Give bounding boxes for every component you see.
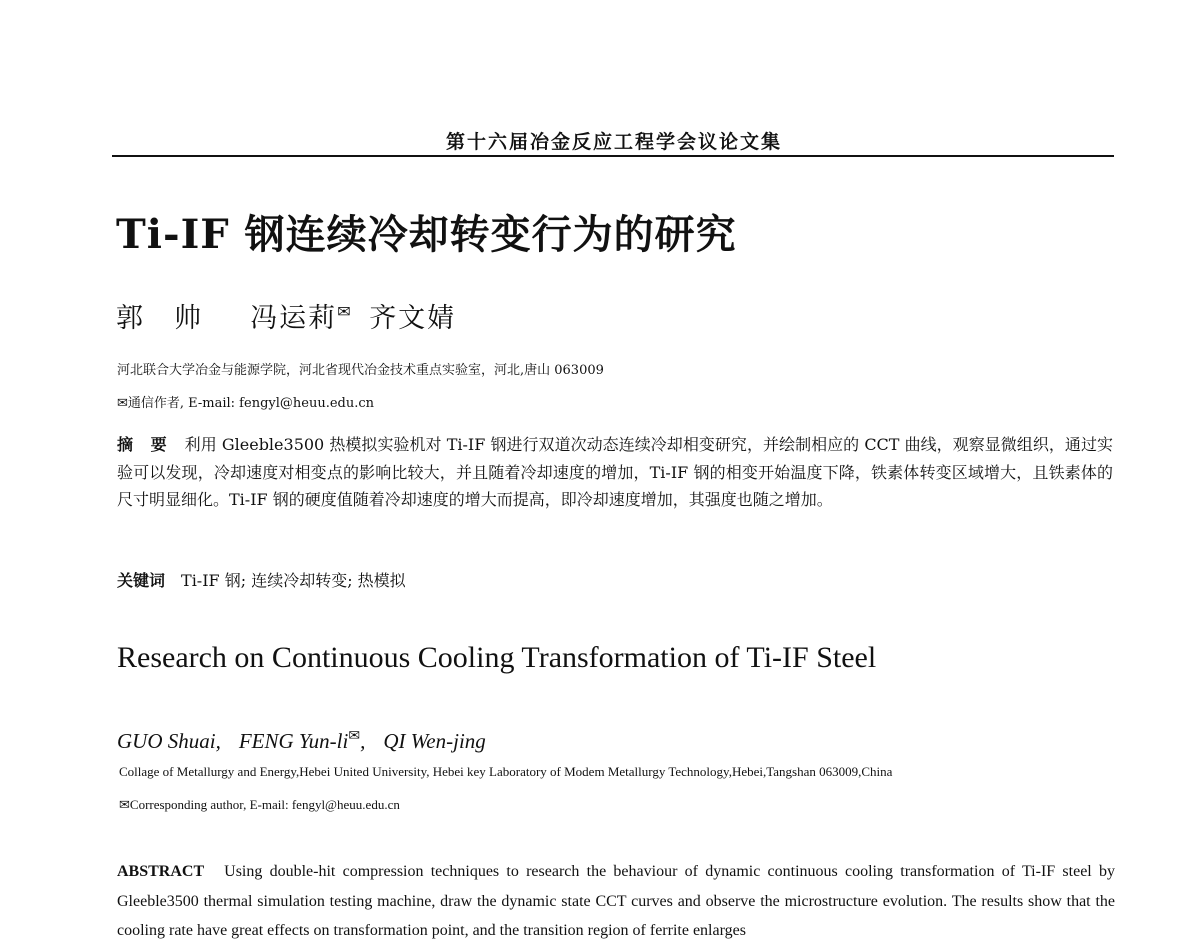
affiliation-cn: 河北联合大学冶金与能源学院，河北省现代冶金技术重点实验室，河北,唐山 063009	[117, 363, 604, 378]
affiliation-en: Collage of Metallurgy and Energy,Hebei United University, Hebei key Laboratory of Modem Metallurgy Technology,Hebei,Tangshan 063009,China	[119, 764, 893, 779]
author-cn-2: 冯运莉	[250, 303, 338, 334]
author-en-2-comma: ,	[360, 729, 366, 753]
author-cn-1: 郭 帅	[116, 303, 203, 334]
envelope-icon: ✉	[337, 302, 353, 321]
abstract-en	[117, 857, 1115, 946]
abstract-label-en: ABSTRACT	[117, 863, 205, 880]
author-cn-3: 齐文婧	[369, 303, 457, 334]
abstract-text-en: Using double-hit compression techniques to research the behaviour of dynamic continuous cooling transformation of Ti-IF steel by Gleeble3500 thermal simulation testing machine, draw the dynamic state CCT curves and observe the microstructure evolution. The results show that the cooling rate have great effects on transformation point, and the transition region of ferrite enlarges	[117, 863, 1115, 939]
abstract-label-cn: 摘 要	[117, 435, 173, 454]
author-en-3: QI Wen-jing	[383, 729, 486, 753]
authors-en	[117, 728, 486, 754]
keywords-cn	[117, 568, 406, 591]
paper-title-cn: Ti-IF 钢连续冷却转变行为的研究	[116, 211, 737, 258]
author-en-1: GUO Shuai,	[117, 729, 221, 753]
header-rule	[112, 155, 1114, 157]
running-header: 第十六届冶金反应工程学会议论文集	[445, 131, 782, 153]
envelope-icon: ✉	[348, 729, 361, 744]
authors-cn	[116, 296, 456, 335]
author-en-2: FENG Yun-li	[238, 729, 349, 753]
abstract-cn	[117, 431, 1113, 514]
corresponding-email-cn: ✉通信作者, E-mail: fengyl@heuu.edu.cn	[117, 396, 375, 411]
abstract-text-cn: 利用 Gleeble3500 热模拟实验机对 Ti-IF 钢进行双道次动态连续冷却相变研究，并绘制相应的 CCT 曲线，观察显微组织，通过实验可以发现，冷却速度对相变点的影响比较大，并且随着冷却速度的增加，Ti-IF 钢的相变开始温度下降，铁素体转变区域增大，且铁素体的尺寸明显细化。Ti-IF 钢的硬度值随着冷却速度的增大而提高，即冷却速度增加，其强度也随之增加。	[117, 435, 1113, 509]
keywords-text-cn: Ti-IF 钢; 连续冷却转变; 热模拟	[181, 571, 406, 590]
corresponding-email-en: ✉Corresponding author, E-mail: fengyl@heuu.edu.cn	[119, 797, 400, 812]
paper-title-en: Research on Continuous Cooling Transformation of Ti-IF Steel	[117, 641, 877, 674]
keywords-label-cn: 关键词	[117, 571, 166, 590]
